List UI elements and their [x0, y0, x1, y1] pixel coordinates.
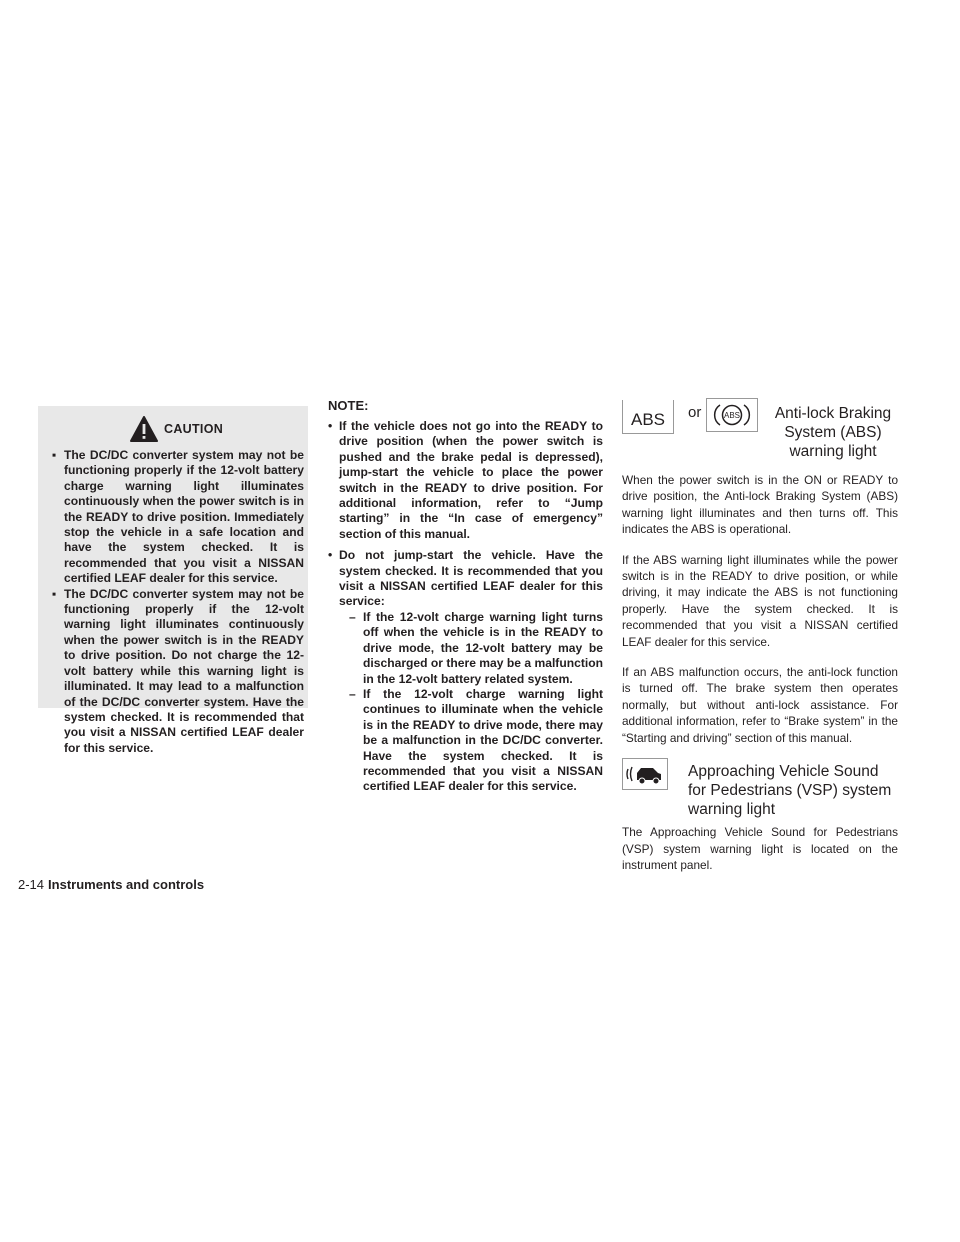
abs-or-label: or — [688, 404, 702, 421]
note-item-text: Do not jump-start the vehicle. Have the system checked. It is recommended that you visit a NISSAN certified LEAF dealer for this service: — [339, 548, 603, 609]
abs-header — [622, 398, 898, 458]
page-number: 2-14 — [18, 877, 45, 892]
note-sub-item: – If the 12-volt charge warning light continues to illuminate when the vehicle is in the READY to drive mode, there may be a malfunction in the DC/DC converter. Have the system checked. It is recommended that you visit a NISSAN certified LEAF dealer for this service. — [339, 687, 603, 795]
note-item-with-sublist — [328, 548, 603, 795]
note-sub-list — [339, 610, 603, 795]
vsp-paragraph: The Approaching Vehicle Sound for Pedestrians (VSP) system warning light is located on the instrument panel. — [622, 825, 898, 872]
abs-title: Anti-lock Braking System (ABS) warning light — [774, 405, 892, 460]
caution-title: CAUTION — [164, 422, 224, 436]
note-item: • If the vehicle does not go into the READY to drive position (when the power switch is pushed and the brake pedal is depressed), jump-start the vehicle to place the power switch in the READY to drive position. For additional information, refer to “Jump starting” in the “In case of emergency” section of this manual. — [328, 419, 603, 542]
abs-circle-icon — [706, 398, 758, 432]
abs-circle-glyph-icon — [707, 399, 757, 431]
note-title: NOTE: — [328, 398, 369, 413]
abs-paragraph-1: When the power switch is in the ON or READY to drive position, the Anti-lock Braking System (ABS) warning light illuminates and then turns off. This indicates the ABS is operational. — [622, 473, 898, 537]
abs-paragraph-2: If the ABS warning light illuminates while the power switch is in the READY to drive position, or while driving, it may indicate the ABS is not functioning properly. Have the system checked. It is recommended that you visit a NISSAN certified LEAF dealer for this service. — [622, 552, 898, 649]
caution-list — [52, 448, 304, 756]
section-title: Instruments and controls — [48, 877, 205, 892]
warning-lights-section — [622, 398, 898, 885]
page-footer — [18, 877, 204, 892]
abs-circle-text: ABS — [723, 411, 741, 420]
abs-paragraph-3: If an ABS malfunction occurs, the anti-lock function is turned off. The brake system then operates normally, but without anti-lock assistance. For additional information, refer to “Brake system” in the “Starting and driving” section of this manual. — [622, 665, 898, 745]
vsp-header — [622, 758, 898, 820]
caution-item: ▪ The DC/DC converter system may not be functioning properly if the 12-volt warning light illuminates continuously when the power switch is in the READY to drive position. Do not charge the 12-volt battery while this warning light is illuminated. It may lead to a malfunction of the DC/DC converter system. Have the system checked. It is recommended that you visit a NISSAN certified LEAF dealer for this service. — [52, 587, 304, 756]
note-section — [328, 398, 603, 801]
caution-header — [38, 416, 308, 442]
vsp-warning-icon — [622, 758, 668, 790]
caution-box — [38, 406, 308, 755]
abs-text-icon: ABS — [622, 400, 674, 434]
caution-item: ▪ The DC/DC converter system may not be functioning properly if the 12-volt battery charge warning light illuminates continuously when the power switch is in the READY to drive position. Immediately stop the vehicle in a safe location and have the system checked. It is recommended that you visit a NISSAN certified LEAF dealer for this service. — [52, 448, 304, 587]
note-list — [328, 419, 603, 795]
vsp-title: Approaching Vehicle Sound for Pedestrians (VSP) system warning light — [688, 763, 892, 819]
note-sub-item: – If the 12-volt charge warning light turns off when the vehicle is in the READY to drive mode, the 12-volt battery may be discharged or there may be a malfunction in the 12-volt battery related system. — [339, 610, 603, 687]
warning-triangle-icon — [130, 416, 158, 442]
